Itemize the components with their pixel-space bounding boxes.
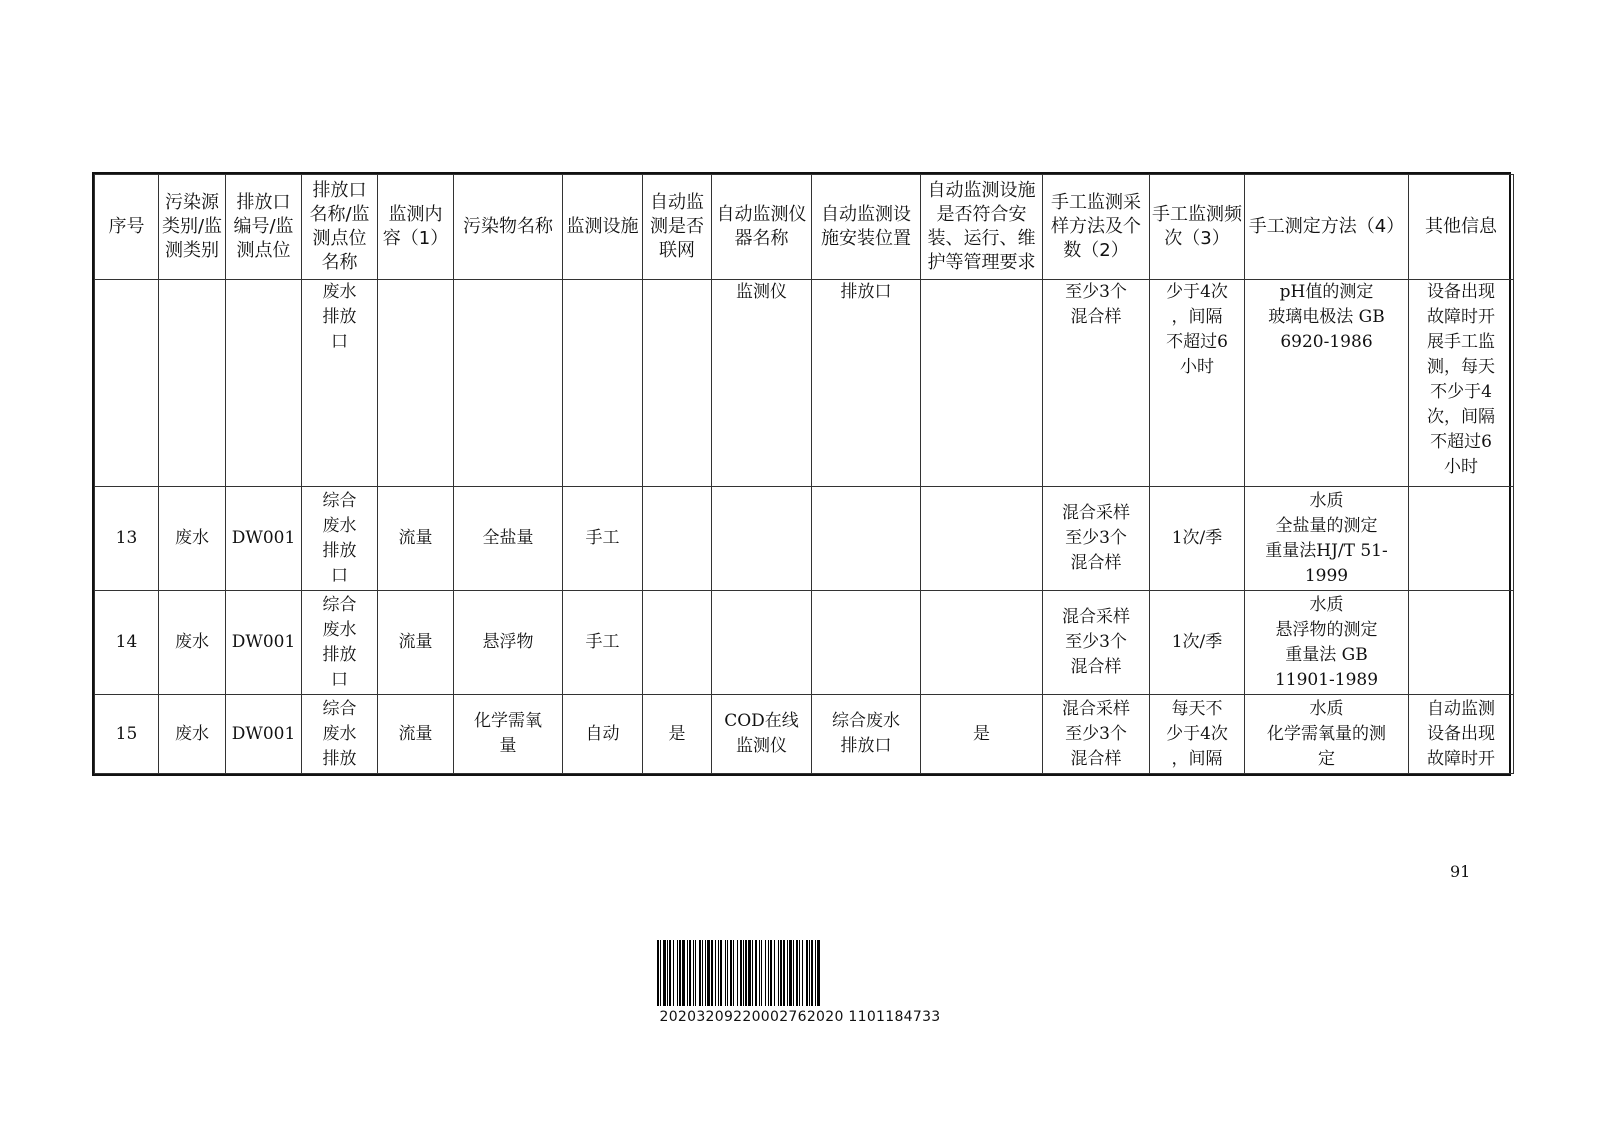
- table-cell: 流量: [378, 487, 454, 591]
- table-cell: 15: [95, 695, 159, 774]
- header-cell: 监测设施: [563, 175, 643, 280]
- table-cell: [226, 280, 302, 487]
- table-cell: 1次/季: [1150, 487, 1245, 591]
- table-cell: 废水: [159, 695, 226, 774]
- table-cell: 悬浮物: [454, 591, 563, 695]
- table-cell: 废水: [159, 487, 226, 591]
- table-cell: 综合废水 排放口: [812, 695, 921, 774]
- table-cell: 13: [95, 487, 159, 591]
- table-cell: 水质 全盐量的测定 重量法HJ/T 51- 1999: [1245, 487, 1409, 591]
- table-cell: [95, 280, 159, 487]
- table-cell: 手工: [563, 487, 643, 591]
- table-cell: [812, 487, 921, 591]
- header-cell: 污染源类别/监测类别: [159, 175, 226, 280]
- table-cell: 化学需氧 量: [454, 695, 563, 774]
- table-cell: 手工: [563, 591, 643, 695]
- table-cell: 自动监测 设备出现 故障时开: [1409, 695, 1514, 774]
- table-cell: 自动: [563, 695, 643, 774]
- table-cell: 14: [95, 591, 159, 695]
- table-cell: 至少3个 混合样: [1043, 280, 1150, 487]
- table-cell: pH值的测定 玻璃电极法 GB 6920-1986: [1245, 280, 1409, 487]
- table-cell: 混合采样 至少3个 混合样: [1043, 695, 1150, 774]
- table-cell: DW001: [226, 487, 302, 591]
- table-cell: 水质 悬浮物的测定 重量法 GB 11901-1989: [1245, 591, 1409, 695]
- table-cell: [1409, 487, 1514, 591]
- table-cell: [454, 280, 563, 487]
- table-cell: [159, 280, 226, 487]
- table-cell: 是: [921, 695, 1043, 774]
- header-cell: 监测内容（1）: [378, 175, 454, 280]
- header-cell: 其他信息: [1409, 175, 1514, 280]
- header-cell: 自动监测设施是否符合安装、运行、维护等管理要求: [921, 175, 1043, 280]
- barcode-number: 20203209220002762020 1101184733: [659, 1009, 941, 1025]
- table-cell: COD在线 监测仪: [712, 695, 812, 774]
- table-cell: DW001: [226, 591, 302, 695]
- table-cell: [921, 280, 1043, 487]
- table-cell: 流量: [378, 695, 454, 774]
- header-cell: 自动监测设施安装位置: [812, 175, 921, 280]
- table-cell: 综合 废水 排放: [302, 695, 378, 774]
- table-cell: 监测仪: [712, 280, 812, 487]
- header-cell: 排放口编号/监测点位: [226, 175, 302, 280]
- table-cell: 少于4次 ，间隔 不超过6 小时: [1150, 280, 1245, 487]
- table-cell: 流量: [378, 591, 454, 695]
- header-cell: 手工测定方法（4）: [1245, 175, 1409, 280]
- table-cell: 废水 排放 口: [302, 280, 378, 487]
- header-cell: 污染物名称: [454, 175, 563, 280]
- table-row: [95, 487, 1514, 591]
- header-cell: 手工监测频次（3）: [1150, 175, 1245, 280]
- table-cell: [643, 280, 712, 487]
- barcode-graphic: [657, 940, 943, 1006]
- table-cell: [643, 591, 712, 695]
- table-cell: [712, 487, 812, 591]
- table-cell: 每天不 少于4次 ，间隔: [1150, 695, 1245, 774]
- monitoring-table: [92, 172, 1511, 776]
- header-cell: 自动监测是否联网: [643, 175, 712, 280]
- header-cell: 序号: [95, 175, 159, 280]
- table-cell: 1次/季: [1150, 591, 1245, 695]
- table-cell: [921, 487, 1043, 591]
- table-row: [95, 591, 1514, 695]
- table-cell: 全盐量: [454, 487, 563, 591]
- header-cell: 自动监测仪器名称: [712, 175, 812, 280]
- header-cell: 排放口名称/监测点位名称: [302, 175, 378, 280]
- table-cell: 是: [643, 695, 712, 774]
- header-row: [95, 175, 1514, 280]
- table-cell: 废水: [159, 591, 226, 695]
- table-row: [95, 280, 1514, 487]
- table-cell: 混合采样 至少3个 混合样: [1043, 487, 1150, 591]
- table-row: [95, 695, 1514, 774]
- table-cell: [921, 591, 1043, 695]
- table-cell: [643, 487, 712, 591]
- table-cell: [812, 591, 921, 695]
- table-cell: 混合采样 至少3个 混合样: [1043, 591, 1150, 695]
- table-cell: [378, 280, 454, 487]
- table-cell: [563, 280, 643, 487]
- page-number: 91: [1450, 862, 1471, 881]
- table-cell: [712, 591, 812, 695]
- table-cell: DW001: [226, 695, 302, 774]
- table-cell: 设备出现 故障时开 展手工监 测，每天 不少于4 次，间隔 不超过6 小时: [1409, 280, 1514, 487]
- table-cell: 排放口: [812, 280, 921, 487]
- table-cell: 综合 废水 排放 口: [302, 591, 378, 695]
- table-cell: 水质 化学需氧量的测 定: [1245, 695, 1409, 774]
- table-cell: [1409, 591, 1514, 695]
- header-cell: 手工监测采样方法及个数（2）: [1043, 175, 1150, 280]
- table-cell: 综合 废水 排放 口: [302, 487, 378, 591]
